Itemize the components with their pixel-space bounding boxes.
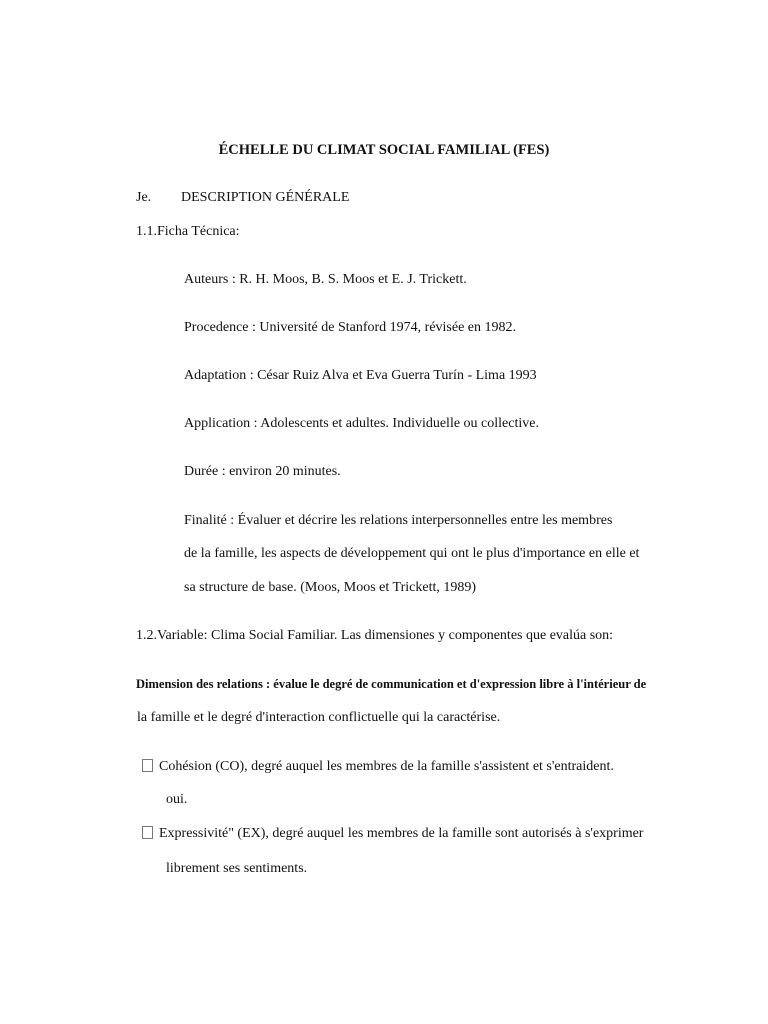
finalite-line-3: sa structure de base. (Moos, Moos et Trickett, 1989) bbox=[184, 580, 477, 595]
finalite-line-2: de la famille, les aspects de développement qui ont le plus d'importance en elle et bbox=[184, 546, 640, 561]
missing-glyph-box-icon bbox=[142, 826, 153, 839]
bullet-continuation-cohesion: oui. bbox=[166, 792, 188, 807]
field-authors: Auteurs : R. H. Moos, B. S. Moos et E. J. Trickett. bbox=[184, 272, 467, 287]
bullet-text: Cohésion (CO), degré auquel les membres de la famille s'assistent et s'entraident. bbox=[159, 759, 614, 774]
variable-heading: 1.2.Variable: Clima Social Familiar. Las dimensiones y componentes que evalúa son: bbox=[136, 628, 614, 643]
ficha-heading: 1.1.Ficha Técnica: bbox=[136, 224, 240, 239]
bullet-item-expressivite bbox=[142, 825, 643, 843]
document-title: ÉCHELLE DU CLIMAT SOCIAL FAMILIAL (FES) bbox=[218, 142, 550, 158]
field-procedence: Procedence : Université de Stanford 1974, révisée en 1982. bbox=[184, 320, 517, 335]
finalite-line-1: Finalité : Évaluer et décrire les relations interpersonnelles entre les membres bbox=[184, 513, 613, 528]
bullet-text: Expressivité" (EX), degré auquel les membres de la famille sont autorisés à s'exprimer bbox=[159, 826, 644, 841]
missing-glyph-box-icon bbox=[142, 759, 153, 772]
bullet-continuation-expressivite: librement ses sentiments. bbox=[166, 861, 308, 876]
field-adaptation: Adaptation : César Ruiz Alva et Eva Guerra Turín - Lima 1993 bbox=[184, 368, 537, 383]
section-number: Je. bbox=[136, 190, 152, 205]
field-duration: Durée : environ 20 minutes. bbox=[184, 464, 341, 479]
bullet-item-cohesion bbox=[142, 758, 614, 776]
dimension-relations-bold: Dimension des relations : évalue le degré de communication et d'expression libre à l'intérieur de bbox=[136, 677, 647, 691]
section-heading: DESCRIPTION GÉNÉRALE bbox=[181, 190, 350, 205]
field-application: Application : Adolescents et adultes. Individuelle ou collective. bbox=[184, 416, 539, 431]
dimension-relations-continuation: la famille et le degré d'interaction conflictuelle qui la caractérise. bbox=[137, 710, 501, 725]
